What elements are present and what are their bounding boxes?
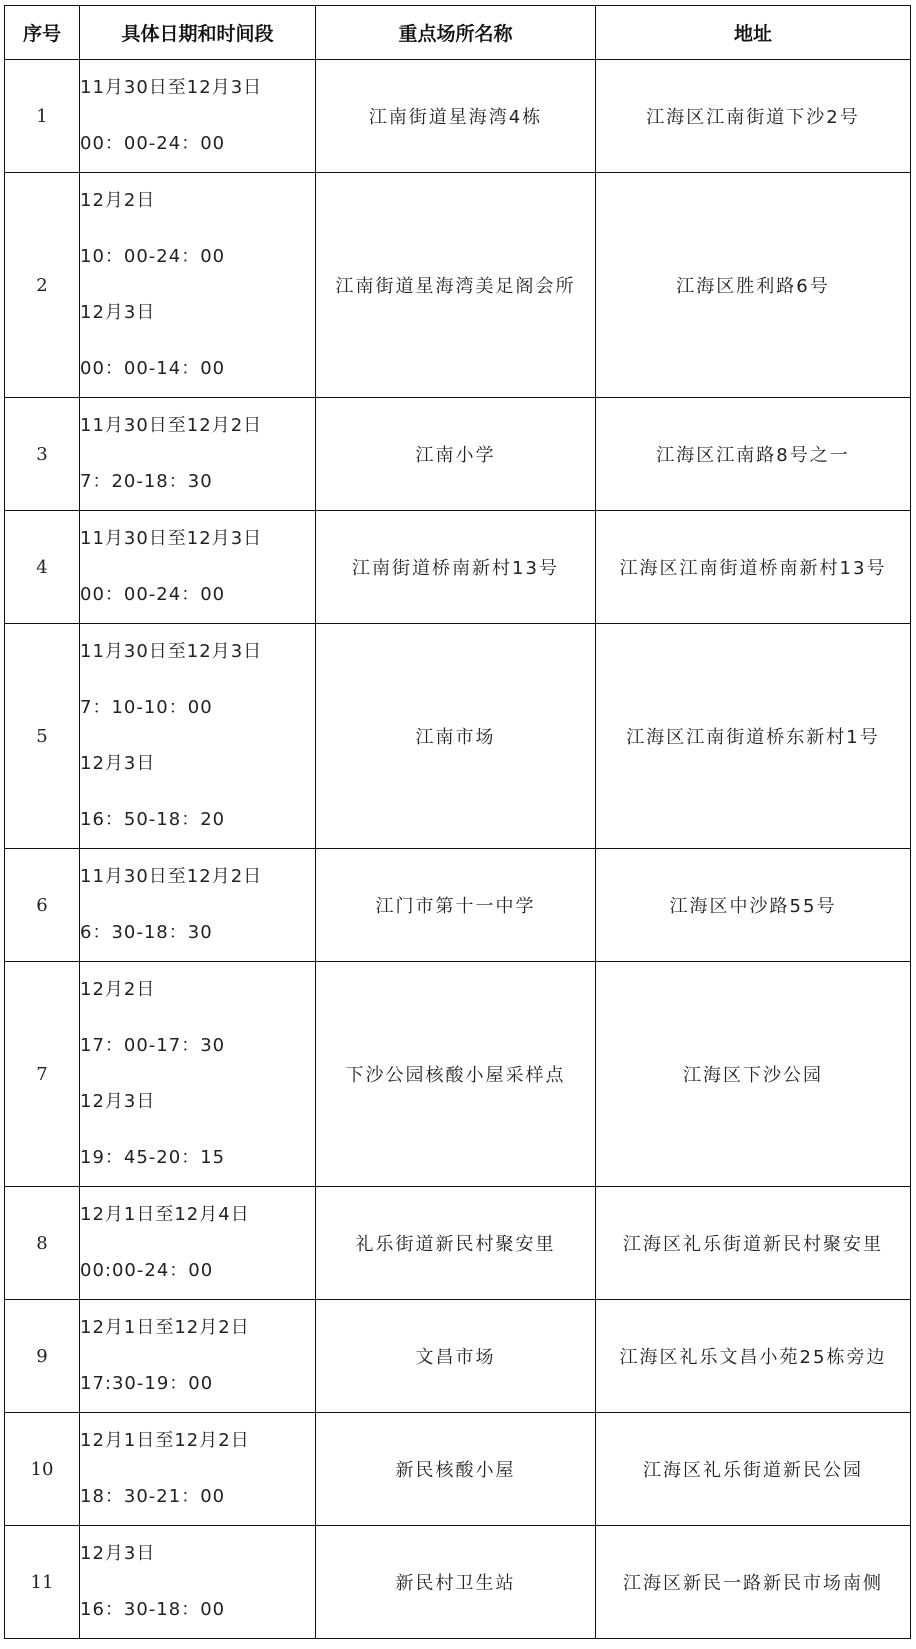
row-place-name: 下沙公园核酸小屋采样点 bbox=[316, 962, 596, 1187]
row-address: 江海区江南街道桥南新村13号 bbox=[596, 511, 911, 624]
row-number: 2 bbox=[5, 173, 80, 398]
row-address: 江海区江南街道桥东新村1号 bbox=[596, 624, 911, 849]
row-date-time bbox=[80, 849, 316, 962]
time-line: 00:00-24：00 bbox=[80, 1260, 214, 1281]
time-line: 12月2日 bbox=[80, 979, 156, 1000]
row-date-time bbox=[80, 624, 316, 849]
time-line: 17:30-19：00 bbox=[80, 1373, 214, 1394]
time-line: 00：00-14：00 bbox=[80, 358, 226, 379]
row-number: 7 bbox=[5, 962, 80, 1187]
row-address: 江海区中沙路55号 bbox=[596, 849, 911, 962]
row-date-time bbox=[80, 60, 316, 173]
row-number: 8 bbox=[5, 1187, 80, 1300]
row-number: 10 bbox=[5, 1413, 80, 1526]
time-line: 11月30日至12月3日 bbox=[80, 77, 263, 98]
time-line: 00：00-24：00 bbox=[80, 133, 226, 154]
row-number: 1 bbox=[5, 60, 80, 173]
row-place-name: 江南市场 bbox=[316, 624, 596, 849]
table-row bbox=[5, 1300, 911, 1413]
time-line: 11月30日至12月3日 bbox=[80, 528, 263, 549]
row-date-time bbox=[80, 1187, 316, 1300]
row-address: 江海区礼乐街道新民村聚安里 bbox=[596, 1187, 911, 1300]
time-line: 12月3日 bbox=[80, 1091, 156, 1112]
time-line: 11月30日至12月2日 bbox=[80, 415, 263, 436]
time-line: 11月30日至12月2日 bbox=[80, 866, 263, 887]
time-line: 7：20-18：30 bbox=[80, 471, 213, 492]
row-number: 5 bbox=[5, 624, 80, 849]
time-line: 12月2日 bbox=[80, 190, 156, 211]
row-date-time bbox=[80, 1300, 316, 1413]
table-header-row bbox=[5, 6, 911, 60]
row-place-name: 新民村卫生站 bbox=[316, 1526, 596, 1639]
time-line: 19：45-20：15 bbox=[80, 1147, 226, 1168]
time-line: 10：00-24：00 bbox=[80, 246, 226, 267]
row-number: 11 bbox=[5, 1526, 80, 1639]
row-address: 江海区江南路8号之一 bbox=[596, 398, 911, 511]
row-place-name: 江门市第十一中学 bbox=[316, 849, 596, 962]
table-row bbox=[5, 624, 911, 849]
header-number: 序号 bbox=[5, 6, 80, 60]
row-number: 3 bbox=[5, 398, 80, 511]
row-date-time bbox=[80, 1413, 316, 1526]
table-row bbox=[5, 398, 911, 511]
table-row bbox=[5, 173, 911, 398]
table-row bbox=[5, 1413, 911, 1526]
row-place-name: 文昌市场 bbox=[316, 1300, 596, 1413]
time-line: 6：30-18：30 bbox=[80, 922, 213, 943]
table-row bbox=[5, 511, 911, 624]
table-row bbox=[5, 1526, 911, 1639]
time-line: 7：10-10：00 bbox=[80, 697, 213, 718]
row-place-name: 新民核酸小屋 bbox=[316, 1413, 596, 1526]
table-row bbox=[5, 849, 911, 962]
row-number: 9 bbox=[5, 1300, 80, 1413]
row-address: 江海区礼乐街道新民公园 bbox=[596, 1413, 911, 1526]
time-line: 18：30-21：00 bbox=[80, 1486, 226, 1507]
row-date-time bbox=[80, 398, 316, 511]
time-line: 12月3日 bbox=[80, 1543, 156, 1564]
row-date-time bbox=[80, 1526, 316, 1639]
row-address: 江海区江南街道下沙2号 bbox=[596, 60, 911, 173]
document-page bbox=[4, 5, 910, 1639]
time-line: 12月1日至12月4日 bbox=[80, 1204, 250, 1225]
row-date-time bbox=[80, 511, 316, 624]
key-places-table bbox=[4, 5, 911, 1639]
row-address: 江海区礼乐文昌小苑25栋旁边 bbox=[596, 1300, 911, 1413]
header-address: 地址 bbox=[596, 6, 911, 60]
time-line: 16：50-18：20 bbox=[80, 809, 226, 830]
table-row bbox=[5, 60, 911, 173]
time-line: 12月1日至12月2日 bbox=[80, 1430, 250, 1451]
header-date-time: 具体日期和时间段 bbox=[80, 6, 316, 60]
row-date-time bbox=[80, 962, 316, 1187]
time-line: 11月30日至12月3日 bbox=[80, 641, 263, 662]
row-address: 江海区新民一路新民市场南侧 bbox=[596, 1526, 911, 1639]
table-row bbox=[5, 962, 911, 1187]
row-date-time bbox=[80, 173, 316, 398]
row-place-name: 礼乐街道新民村聚安里 bbox=[316, 1187, 596, 1300]
time-line: 12月3日 bbox=[80, 753, 156, 774]
time-line: 16：30-18：00 bbox=[80, 1599, 226, 1620]
row-address: 江海区下沙公园 bbox=[596, 962, 911, 1187]
time-line: 17：00-17：30 bbox=[80, 1035, 226, 1056]
row-number: 4 bbox=[5, 511, 80, 624]
row-place-name: 江南街道星海湾4栋 bbox=[316, 60, 596, 173]
row-place-name: 江南小学 bbox=[316, 398, 596, 511]
header-place-name: 重点场所名称 bbox=[316, 6, 596, 60]
row-number: 6 bbox=[5, 849, 80, 962]
time-line: 12月1日至12月2日 bbox=[80, 1317, 250, 1338]
row-place-name: 江南街道桥南新村13号 bbox=[316, 511, 596, 624]
time-line: 00：00-24：00 bbox=[80, 584, 226, 605]
time-line: 12月3日 bbox=[80, 302, 156, 323]
row-place-name: 江南街道星海湾美足阁会所 bbox=[316, 173, 596, 398]
row-address: 江海区胜利路6号 bbox=[596, 173, 911, 398]
table-row bbox=[5, 1187, 911, 1300]
